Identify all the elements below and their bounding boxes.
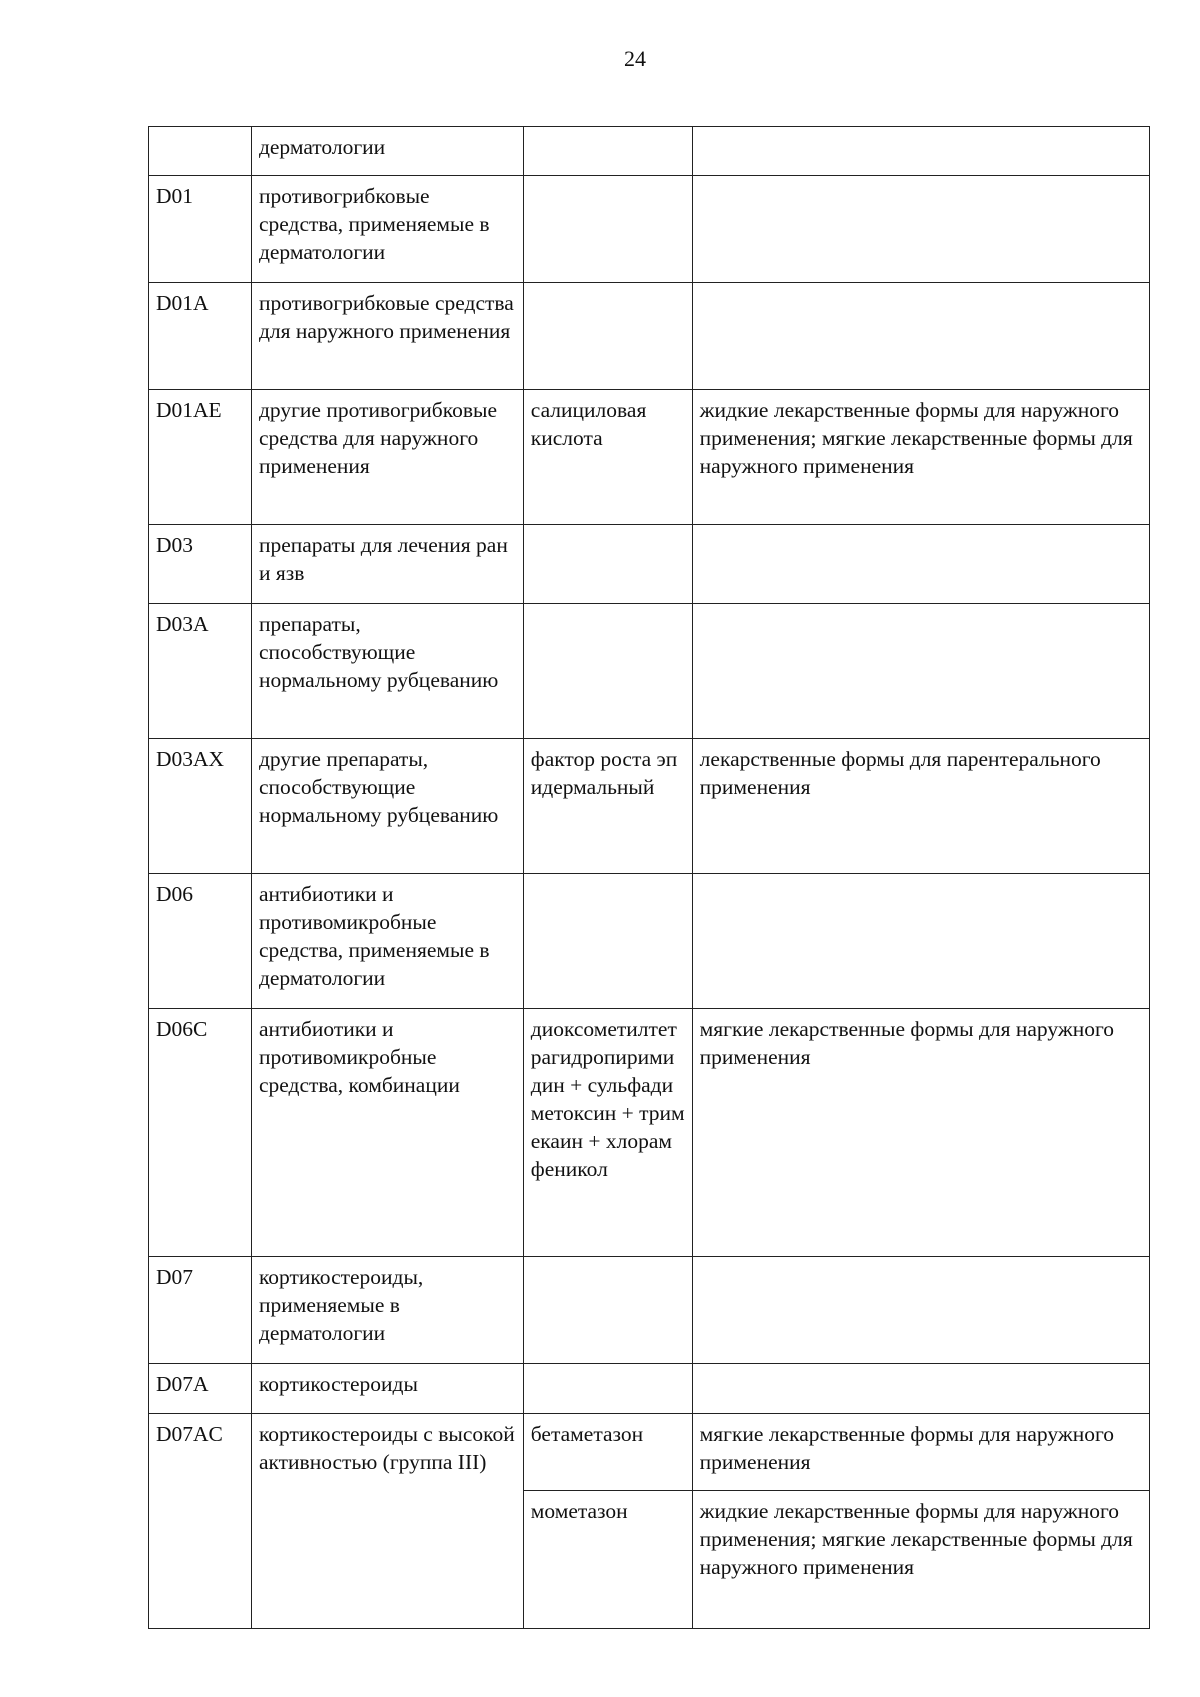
table-row bbox=[149, 874, 1150, 1009]
group-name: другие препараты, способствующие нормальному рубцеванию bbox=[251, 739, 523, 874]
table-row bbox=[149, 525, 1150, 604]
dosage-form bbox=[692, 283, 1149, 390]
drug-name: фактор роста эпидермальный bbox=[523, 739, 692, 874]
drug-name bbox=[523, 127, 692, 176]
atc-code: D07 bbox=[149, 1257, 252, 1364]
table-row bbox=[149, 390, 1150, 525]
atc-code: D06C bbox=[149, 1009, 252, 1257]
dosage-form bbox=[692, 874, 1149, 1009]
dosage-form bbox=[692, 127, 1149, 176]
atc-code: D07AC bbox=[149, 1414, 252, 1629]
dosage-form bbox=[692, 525, 1149, 604]
table-row bbox=[149, 604, 1150, 739]
dosage-form: лекарственные формы для парентерального применения bbox=[692, 739, 1149, 874]
group-name: кортикостероиды с высокой активностью (группа III) bbox=[251, 1414, 523, 1629]
drug-name bbox=[523, 1257, 692, 1364]
dosage-form: мягкие лекарственные формы для наружного применения bbox=[692, 1009, 1149, 1257]
group-name: другие противогрибковые средства для наружного применения bbox=[251, 390, 523, 525]
atc-code: D03AX bbox=[149, 739, 252, 874]
dosage-form bbox=[692, 1257, 1149, 1364]
dosage-form bbox=[692, 1364, 1149, 1414]
drug-name bbox=[523, 1364, 692, 1414]
drug-name bbox=[523, 283, 692, 390]
group-name: антибиотики и противомикробные средства, комбинации bbox=[251, 1009, 523, 1257]
drug-name bbox=[523, 874, 692, 1009]
table-row bbox=[149, 176, 1150, 283]
table-row bbox=[149, 739, 1150, 874]
group-name: дерматологии bbox=[251, 127, 523, 176]
drug-name: мометазон bbox=[523, 1491, 692, 1629]
group-name: препараты для лечения ран и язв bbox=[251, 525, 523, 604]
group-name: противогрибковые средства, применяемые в дерматологии bbox=[251, 176, 523, 283]
page-number: 24 bbox=[624, 46, 646, 71]
drug-name bbox=[523, 525, 692, 604]
drug-name bbox=[523, 604, 692, 739]
dosage-form: жидкие лекарственные формы для наружного применения; мягкие лекарственные формы для наружного применения bbox=[692, 390, 1149, 525]
dosage-form: жидкие лекарственные формы для наружного применения; мягкие лекарственные формы для наружного применения bbox=[692, 1491, 1149, 1629]
atc-code: D01 bbox=[149, 176, 252, 283]
dosage-form bbox=[692, 176, 1149, 283]
drug-name: бетаметазон bbox=[523, 1414, 692, 1491]
atc-code: D01A bbox=[149, 283, 252, 390]
atc-code: D01AE bbox=[149, 390, 252, 525]
atc-code bbox=[149, 127, 252, 176]
group-name: противогрибковые средства для наружного применения bbox=[251, 283, 523, 390]
table-row bbox=[149, 1009, 1150, 1257]
table-row bbox=[149, 1414, 1150, 1491]
drug-table bbox=[148, 126, 1150, 1629]
group-name: антибиотики и противомикробные средства, применяемые в дерматологии bbox=[251, 874, 523, 1009]
drug-name bbox=[523, 176, 692, 283]
drug-name: салициловая кислота bbox=[523, 390, 692, 525]
drug-name: диоксометилтетрагидропиримидин + сульфадиметоксин + тримекаин + хлорамфеникол bbox=[523, 1009, 692, 1257]
atc-code: D07A bbox=[149, 1364, 252, 1414]
table-row bbox=[149, 1364, 1150, 1414]
dosage-form bbox=[692, 604, 1149, 739]
group-name: кортикостероиды, применяемые в дерматологии bbox=[251, 1257, 523, 1364]
group-name: препараты, способствующие нормальному рубцеванию bbox=[251, 604, 523, 739]
group-name: кортикостероиды bbox=[251, 1364, 523, 1414]
atc-code: D06 bbox=[149, 874, 252, 1009]
atc-code: D03A bbox=[149, 604, 252, 739]
table-row bbox=[149, 127, 1150, 176]
dosage-form: мягкие лекарственные формы для наружного применения bbox=[692, 1414, 1149, 1491]
atc-code: D03 bbox=[149, 525, 252, 604]
table-row bbox=[149, 283, 1150, 390]
table-row bbox=[149, 1257, 1150, 1364]
